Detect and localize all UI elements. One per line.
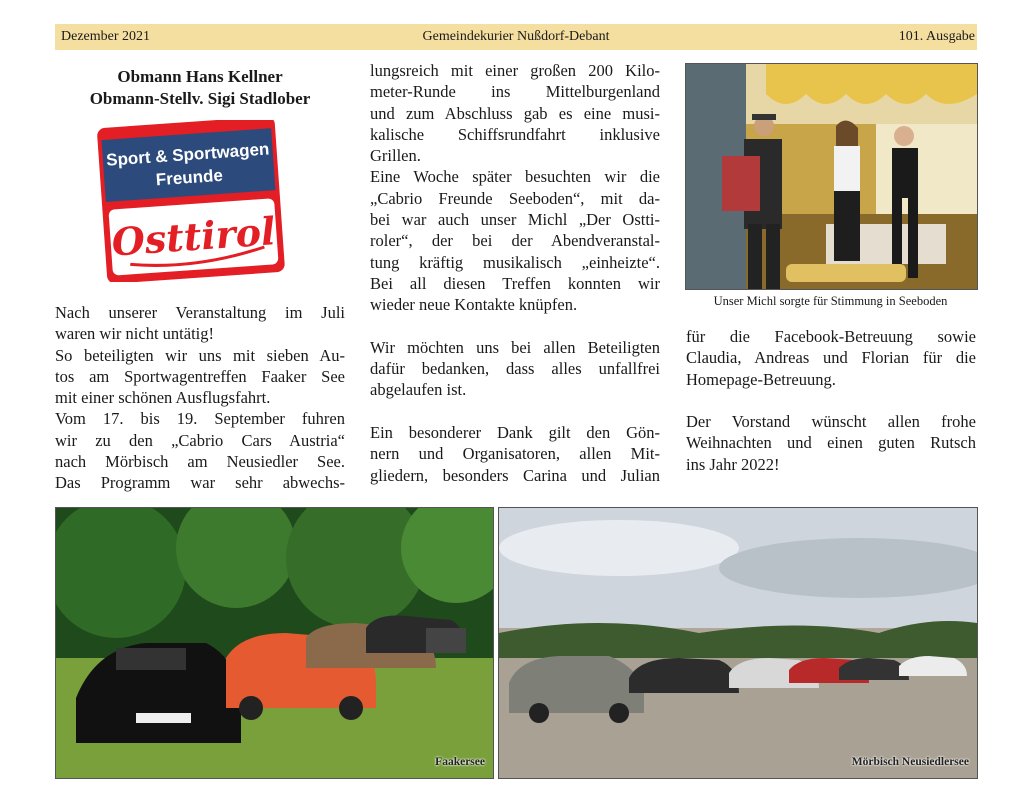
text-line: für die Facebook-Betreuung sowie [686, 327, 976, 346]
text-line: Ein besonderer Dank gilt den Gön- [370, 423, 660, 443]
text-line: bei war auch unser Michl „Der Ostti- [370, 210, 660, 230]
text-line: Vom 17. bis 19. September fuhren [55, 409, 345, 429]
text-line: tos am Sportwagentreffen Faaker See [55, 366, 345, 386]
photo-caption-faakersee: Faakersee [435, 756, 485, 768]
logo-script: Osttirol [110, 208, 277, 265]
text-line: „Cabrio Freunde Seeboden“, mit da- [370, 188, 660, 208]
text-line: Nach unserer Veranstaltung im Juli [55, 303, 345, 322]
text-line: wieder neue Kontakte knüpfen. [370, 295, 578, 315]
article-column-3 [686, 326, 976, 475]
text-line: nern und Organisatoren, allen Mit- [370, 444, 660, 464]
photo-caption-seeboden: Unser Michl sorgte für Stimmung in Seeboden [713, 294, 948, 308]
photo-seeboden [685, 63, 978, 290]
text-line: Grillen. [370, 146, 421, 166]
header-date: Dezember 2021 [61, 29, 151, 44]
text-line: Der Vorstand wünscht allen frohe [686, 412, 976, 432]
board-deputy: Obmann-Stellv. Sigi Stadlober [89, 89, 311, 108]
text-line: ins Jahr 2022! [686, 454, 780, 474]
photo-moerbisch [498, 507, 978, 779]
logo-line2: Freunde [155, 165, 224, 190]
board-heading [55, 66, 345, 110]
header-title: Gemeindekurier Nußdorf-Debant [422, 29, 610, 44]
text-line: dafür bedanken, dass alles unfallfrei [370, 359, 660, 379]
logo-line1: Sport & Sportwagen [105, 139, 270, 170]
article-column-2 [370, 60, 660, 486]
text-line: tung kräftig musikalisch „einheizte“. [370, 252, 660, 272]
text-line: So beteiligten wir uns mit sieben Au- [55, 345, 345, 365]
text-line: Eine Woche später besuchten wir die [370, 167, 660, 187]
text-line: lungsreich mit einer großen 200 Kilo- [370, 61, 660, 80]
text-line: waren wir nicht untätig! [55, 324, 214, 344]
header-issue: 101. Ausgabe [898, 29, 975, 44]
text-line: wir zu den „Cabrio Cars Austria“ [55, 430, 345, 450]
text-line: nach Mörbisch am Neusiedler See. [55, 452, 345, 472]
text-line: Wir möchten uns bei allen Beteiligten [370, 337, 660, 357]
text-line: abgelaufen ist. [370, 380, 467, 400]
article-column-1 [55, 302, 345, 494]
text-line: Claudia, Andreas und Florian für die [686, 348, 976, 368]
text-line: kalische Schiffsrundfahrt inklusive [370, 124, 660, 144]
photo-caption-moerbisch: Mörbisch Neusiedlersee [851, 756, 969, 768]
text-line: mit einer schönen Ausflugsfahrt. [55, 388, 271, 408]
text-line: und zum Abschluss gab es eine musi- [370, 103, 660, 123]
text-line: roler“, der bei der Abendveranstal- [370, 231, 660, 251]
club-logo [96, 120, 286, 282]
text-line: Weihnachten und einen guten Rutsch [686, 433, 976, 453]
board-chair: Obmann Hans Kellner [117, 67, 283, 86]
page-header [55, 24, 977, 50]
text-line: meter-Runde ins Mittelburgenland [370, 82, 660, 102]
text-line: Das Programm war sehr abwechs- [55, 473, 345, 493]
text-line: Homepage-Betreuung. [686, 369, 836, 389]
text-line: gliedern, besonders Carina und Julian [370, 465, 660, 485]
photo-faakersee [55, 507, 494, 779]
text-line: Bei all diesen Treffen konnten wir [370, 273, 660, 293]
